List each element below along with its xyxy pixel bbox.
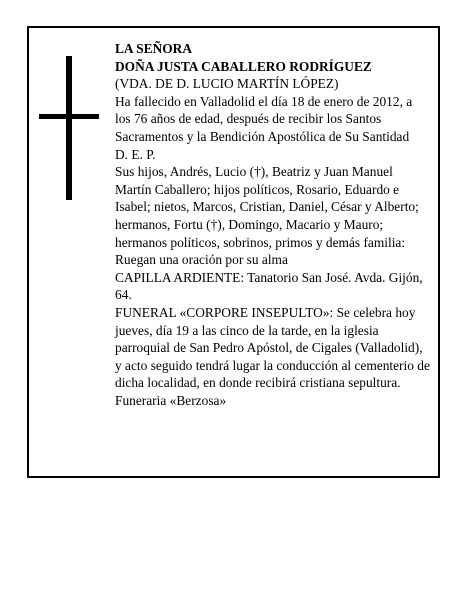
funeral-info: FUNERAL «CORPORE INSEPULTO»: Se celebra hoy jueves, día 19 a las cinco de la tarde, en la iglesia parroquial de San Pedro Apóstol, de Cigales (Valladolid), y acto seguido tendrá lugar la conducción al cementerio de dicha localidad, en donde recibirá cristiana sepultura. (115, 304, 430, 391)
honorific: LA SEÑORA (115, 41, 193, 56)
family-list: Sus hijos, Andrés, Lucio (†), Beatriz y Juan Manuel Martín Caballero; hijos políticos, Rosario, Eduardo e Isabel; nietos, Marcos, Cristian, Daniel, César y Alberto; hermanos, Fortu (†), Domingo, Macario y Mauro; hermanos políticos, sobrinos, primos y demás familia: (115, 164, 419, 250)
deceased-name: DOÑA JUSTA CABALLERO RODRÍGUEZ (115, 58, 372, 74)
cross-icon (39, 56, 99, 200)
chapel-info: CAPILLA ARDIENTE: Tanatorio San José. Avda. Gijón, 64. (115, 269, 423, 303)
cross-horizontal-bar (39, 114, 99, 119)
funeral-home: Funeraria «Berzosa» (115, 392, 227, 408)
obituary-notice (27, 26, 440, 478)
prayer-request: Ruegan una oración por su alma (115, 252, 288, 268)
widow-of: (VDA. DE D. LUCIO MARTÍN LÓPEZ) (115, 76, 339, 92)
rip: D. E. P. (115, 146, 156, 162)
death-announcement: Ha fallecido en Valladolid el día 18 de enero de 2012, a los 76 años de edad, después de recibir los Santos Sacramentos y la Bendición Apostólica de Su Santidad (115, 93, 413, 144)
cross-vertical-bar (66, 56, 72, 200)
obituary-text (115, 40, 431, 409)
